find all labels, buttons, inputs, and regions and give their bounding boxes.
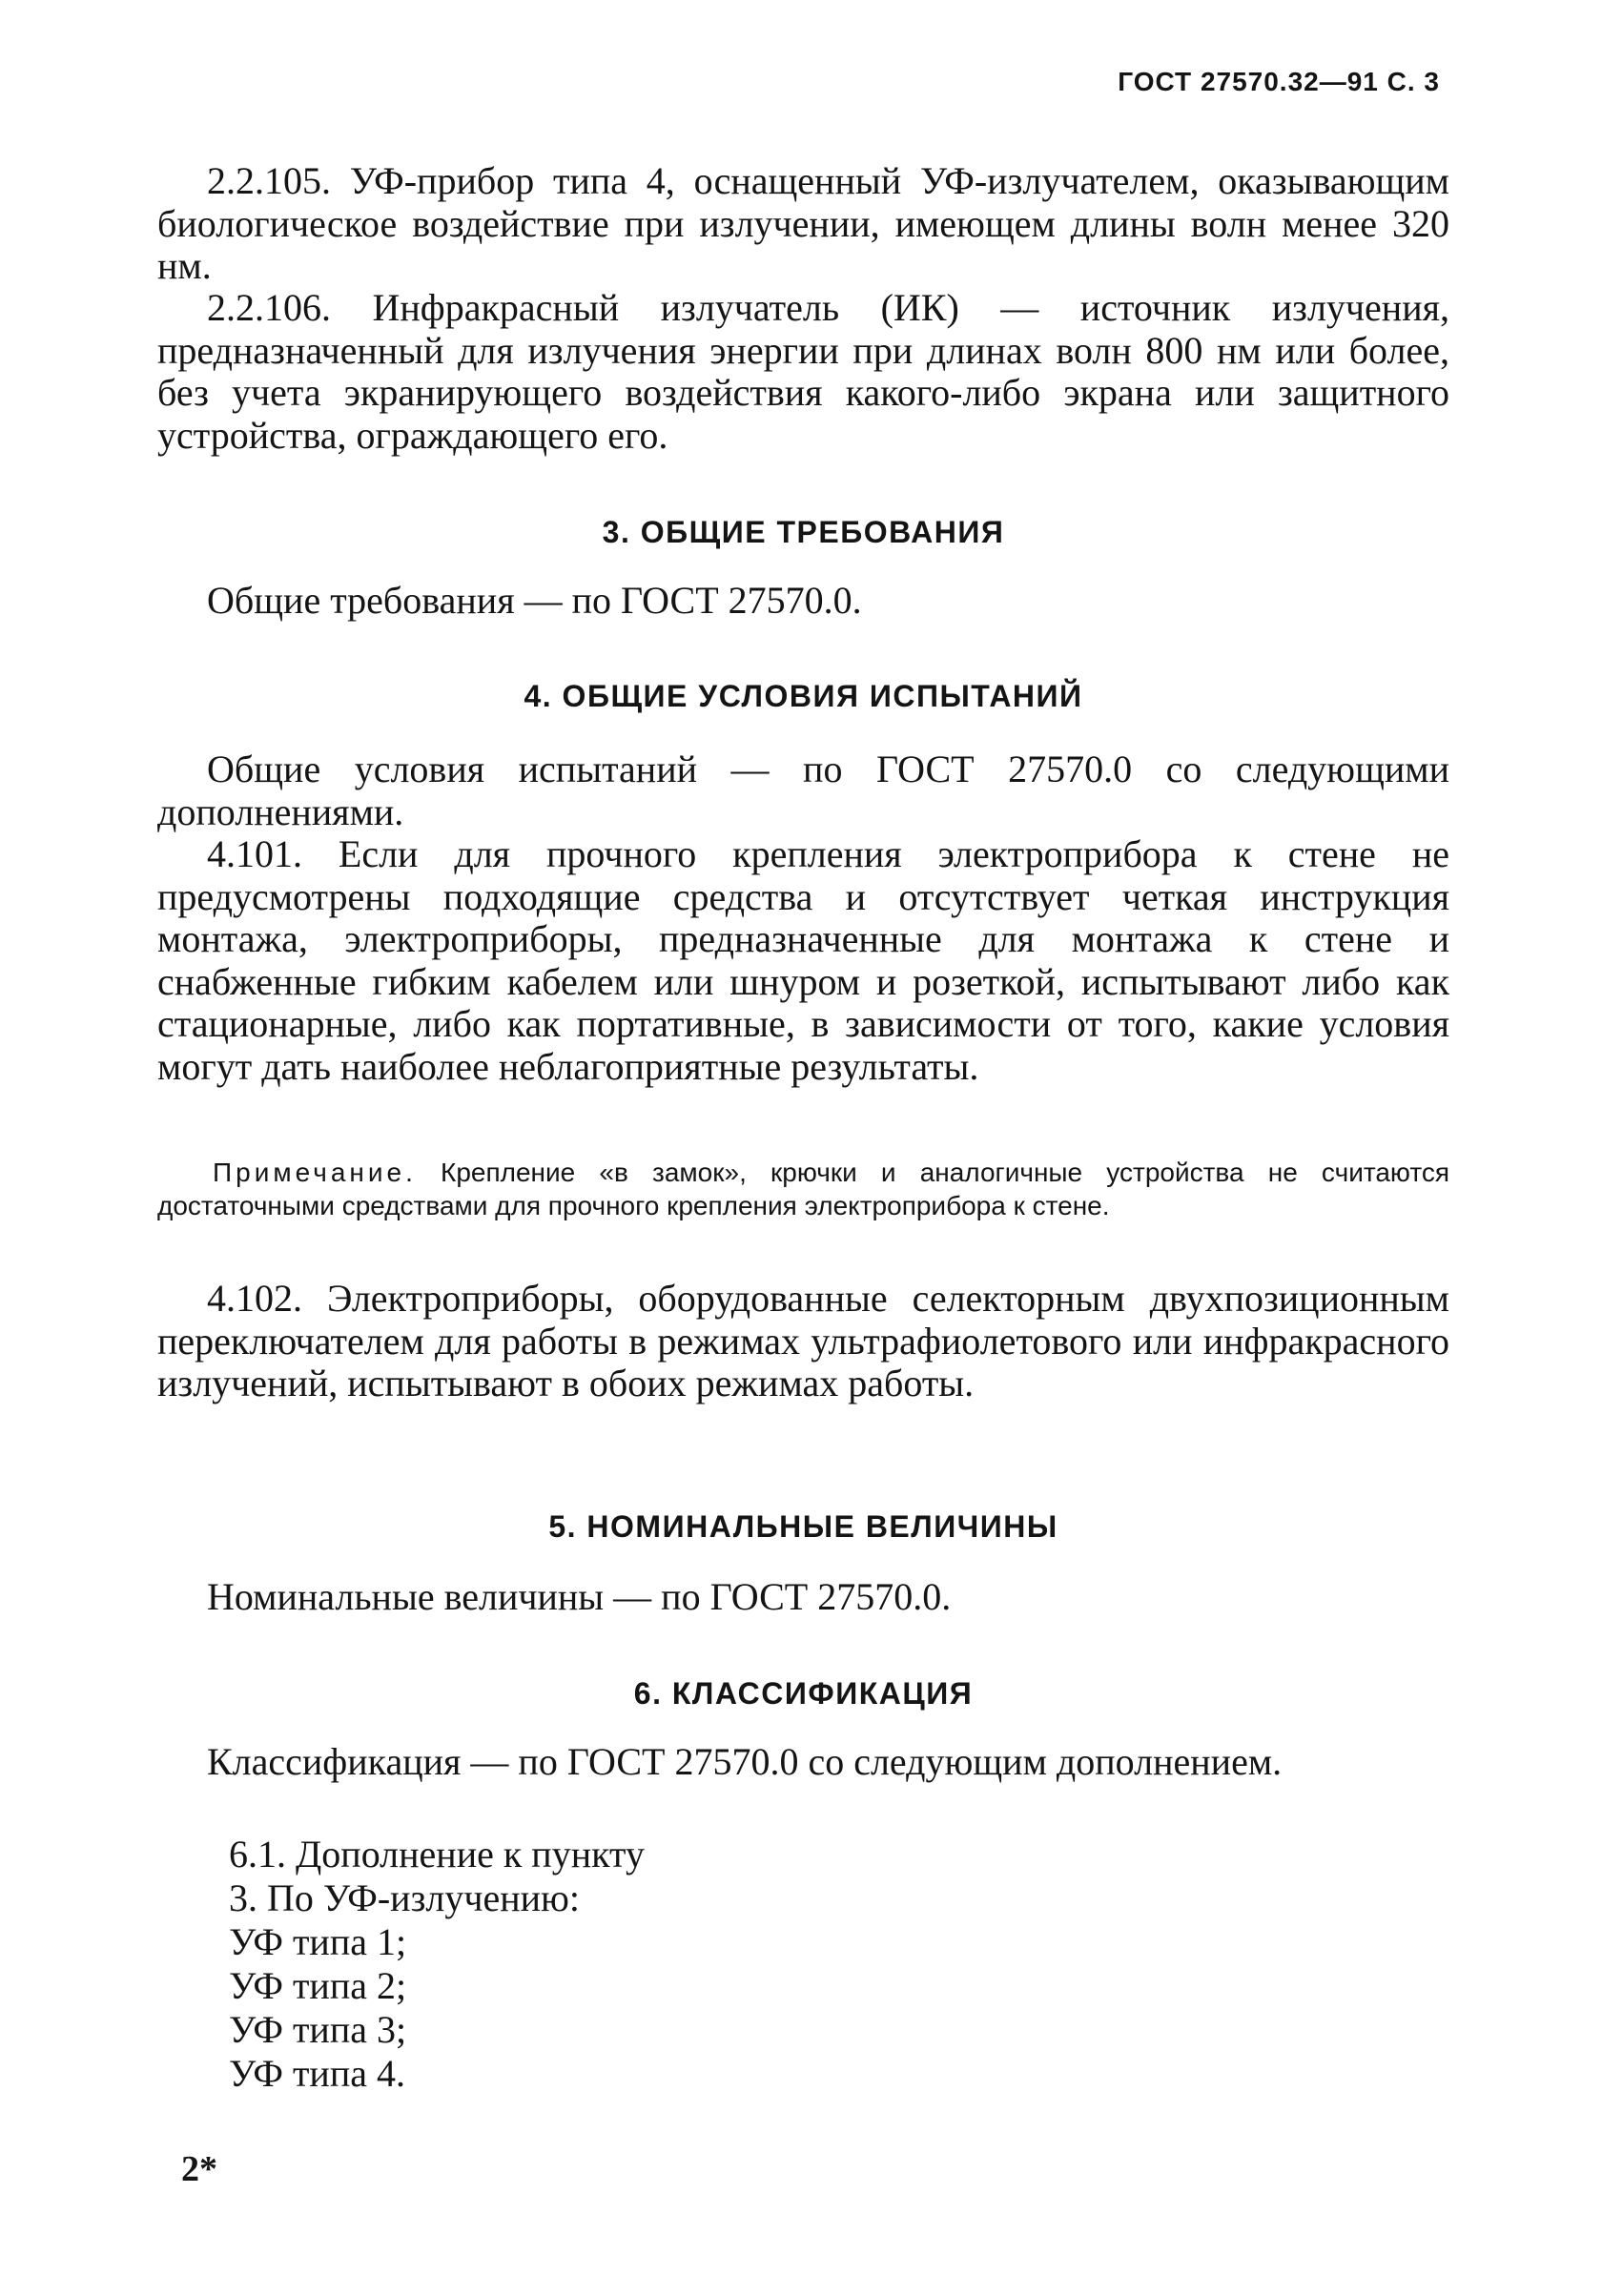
uv-type-item: УФ типа 1; bbox=[229, 1920, 407, 1963]
running-head: ГОСТ 27570.32—91 С. 3 bbox=[1118, 67, 1440, 96]
uv-type-item: УФ типа 2; bbox=[229, 1964, 407, 2007]
clause-2-2-105: 2.2.105. УФ-прибор типа 4, оснащенный УФ-излучателем, оказывающим биологическое воздействие при излучении, имеющем длины волн менее 320 нм. bbox=[157, 159, 1449, 287]
section-4-heading-block bbox=[157, 679, 1449, 714]
clause-4-102: 4.102. Электроприборы, оборудованные селекторным двухпозиционным переключателем для работы в режимах ультрафиолетового или инфракрасного излучений, испытывают в обоих режимах работы. bbox=[157, 1277, 1449, 1404]
section-3-heading-block bbox=[157, 515, 1449, 550]
clause-6-1-block bbox=[157, 1833, 1449, 2096]
section-6-text-block bbox=[157, 1741, 1449, 1784]
note bbox=[157, 1156, 1449, 1222]
section-5-text: Номинальные величины — по ГОСТ 27570.0. bbox=[207, 1575, 952, 1618]
note-label: Примечание. bbox=[213, 1158, 417, 1187]
clause-6-1: 6.1. Дополнение к пункту bbox=[229, 1833, 645, 1876]
section-3-heading: 3. ОБЩИЕ ТРЕБОВАНИЯ bbox=[602, 515, 1005, 549]
note-block bbox=[157, 1156, 1449, 1222]
clause-4-101: 4.101. Если для прочного крепления электроприбора к стене не предусмотрены подходящие средства и отсутствует четкая инструкция монтажа, электроприборы, предназначенные для монтажа к стене и снабженные гибким кабелем или шнуром и розеткой, испытывают либо как стационарные, либо как портативные, в зависимости от того, какие условия могут дать наиболее неблагоприятные результаты. bbox=[157, 832, 1449, 1088]
section-6-text: Классификация — по ГОСТ 27570.0 со следующим дополнением. bbox=[207, 1740, 1283, 1783]
section-4-heading: 4. ОБЩИЕ УСЛОВИЯ ИСПЫТАНИЙ bbox=[524, 679, 1083, 713]
section-3-text: Общие требования — по ГОСТ 27570.0. bbox=[207, 579, 862, 622]
clause-4-101-block bbox=[157, 833, 1449, 1088]
clause-2-2-105-block bbox=[157, 160, 1449, 288]
uv-list-title: 3. По УФ-излучению: bbox=[229, 1876, 581, 1919]
clause-2-2-106-block bbox=[157, 287, 1449, 457]
section-4-intro: Общие условия испытаний — по ГОСТ 27570.0 со следующими дополнениями. bbox=[157, 748, 1449, 833]
section-5-text-block bbox=[157, 1576, 1449, 1619]
uv-type-item: УФ типа 4. bbox=[229, 2052, 405, 2095]
note-text: Крепление «в замок», крючки и аналогичные устройства не считаются достаточными средствами для прочного крепления электроприбора к стене. bbox=[157, 1158, 1449, 1220]
section-5-heading-block bbox=[157, 1509, 1449, 1545]
clause-2-2-106: 2.2.106. Инфракрасный излучатель (ИК) — источник излучения, предназначенный для излучения энергии при длинах волн 800 нм или более, без учета экранирующего воздействия какого-либо экрана или защитного устройства, ограждающего его. bbox=[157, 286, 1449, 457]
section-6-heading-block bbox=[157, 1676, 1449, 1712]
uv-type-item: УФ типа 3; bbox=[229, 2008, 407, 2051]
section-4-intro-block bbox=[157, 748, 1449, 833]
clause-4-102-block bbox=[157, 1278, 1449, 1405]
signature-mark: 2* bbox=[181, 2149, 217, 2189]
section-6-heading: 6. КЛАССИФИКАЦИЯ bbox=[633, 1676, 974, 1711]
section-5-heading: 5. НОМИНАЛЬНЫЕ ВЕЛИЧИНЫ bbox=[548, 1509, 1058, 1544]
section-3-text-block bbox=[157, 580, 1449, 623]
